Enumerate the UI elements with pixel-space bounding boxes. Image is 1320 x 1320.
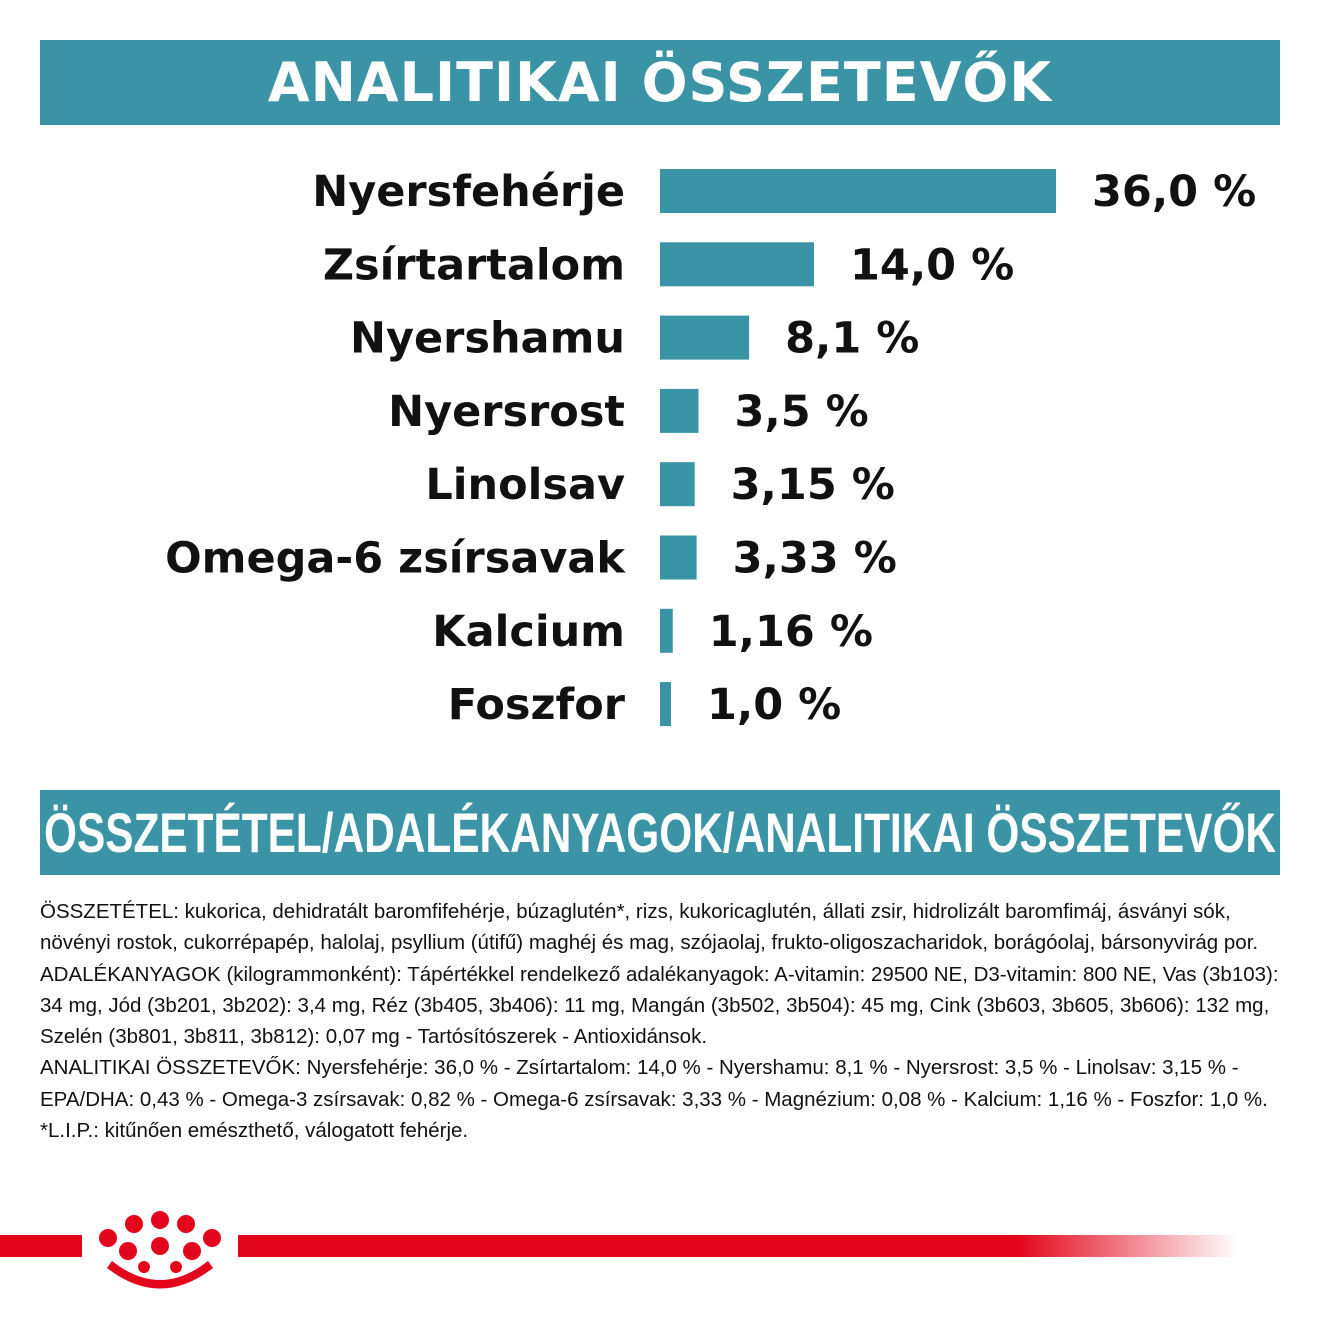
footer-stripe (0, 1205, 1320, 1295)
bar (660, 609, 673, 653)
value-label: 3,5 % (734, 386, 869, 437)
value-label: 1,0 % (707, 680, 842, 731)
additives-paragraph: ADALÉKANYAGOK (kilogrammonként): Tápértékkel rendelkező adalékanyagok: A-vitamin: 29500 NE, D3-vitamin: 800 NE, Vas (3b103): 34 mg, Jód (3b201, 3b202): 3,4 mg, Réz (3b405, 3b406): 11 mg, Mangán (3b502, 3b504): 45 mg, Cink (3b603, 3b605, 3b606): 132 mg, Szelén (3b801, 3b811, 3b812): 0,07 mg - Tartósítószerek - Antioxidánsok. (40, 962, 1279, 1049)
value-label: 3,33 % (732, 533, 897, 584)
bar (660, 536, 697, 580)
value-label: 14,0 % (850, 240, 1015, 291)
composition-title: ÖSSZETÉTEL/ADALÉKANYAGOK/ANALITIKAI ÖSSZETEVŐK (44, 801, 1276, 864)
value-label: 1,16 % (708, 606, 873, 657)
value-label: 3,15 % (730, 460, 895, 511)
bar (660, 462, 695, 506)
top-banner (40, 40, 1280, 125)
bar (660, 316, 749, 360)
footnote: *L.I.P.: kitűnően emészthető, válogatott fehérje. (40, 1119, 469, 1143)
composition-banner (40, 790, 1280, 875)
category-label: Nyersfehérje (312, 167, 625, 217)
category-label: Foszfor (447, 680, 625, 731)
section-title: ANALITIKAI ÖSSZETEVŐK (267, 51, 1053, 114)
category-label: Kalcium (432, 606, 625, 657)
category-label: Nyersrost (388, 386, 625, 437)
value-label: 8,1 % (785, 313, 920, 364)
bar (660, 389, 699, 433)
composition-text (40, 896, 1280, 1146)
crown-logo-icon (99, 1211, 221, 1289)
category-label: Zsírtartalom (322, 240, 625, 291)
ingredients-paragraph: ÖSSZETÉTEL: kukorica, dehidratált baromfifehérje, búzaglutén*, rizs, kukoricaglutén, állati zsir, hidrolizált baromfimáj, ásványi sók, növényi rostok, cukorrépapép, halolaj, psyllium (útifű) maghéj és mag, szójaolaj, frukto-oligoszacharidok, borágóolaj, bársonyvirág por. (40, 900, 1259, 955)
bar (660, 682, 671, 726)
category-label: Nyershamu (349, 313, 625, 364)
category-label: Omega-6 zsírsavak (165, 533, 625, 584)
nutrient-bar-chart (0, 150, 1320, 750)
analytical-paragraph: ANALITIKAI ÖSSZETEVŐK: Nyersfehérje: 36,0 % - Zsírtartalom: 14,0 % - Nyershamu: 8,1 % - Nyersrost: 3,5 % - Linolsav: 3,15 % - EPA/DHA: 0,43 % - Omega-3 zsírsavak: 0,82 % - Omega-6 zsírsavak: 3,33 % - Magnézium: 0,08 % - Kalcium: 1,16 % - Foszfor: 1,0 %. (40, 1056, 1268, 1111)
bar (660, 242, 814, 286)
red-stripe-right (238, 1235, 1238, 1257)
value-label: 36,0 % (1092, 167, 1257, 217)
category-label: Linolsav (425, 460, 625, 511)
red-stripe-left (0, 1235, 82, 1257)
bar (660, 169, 1056, 213)
